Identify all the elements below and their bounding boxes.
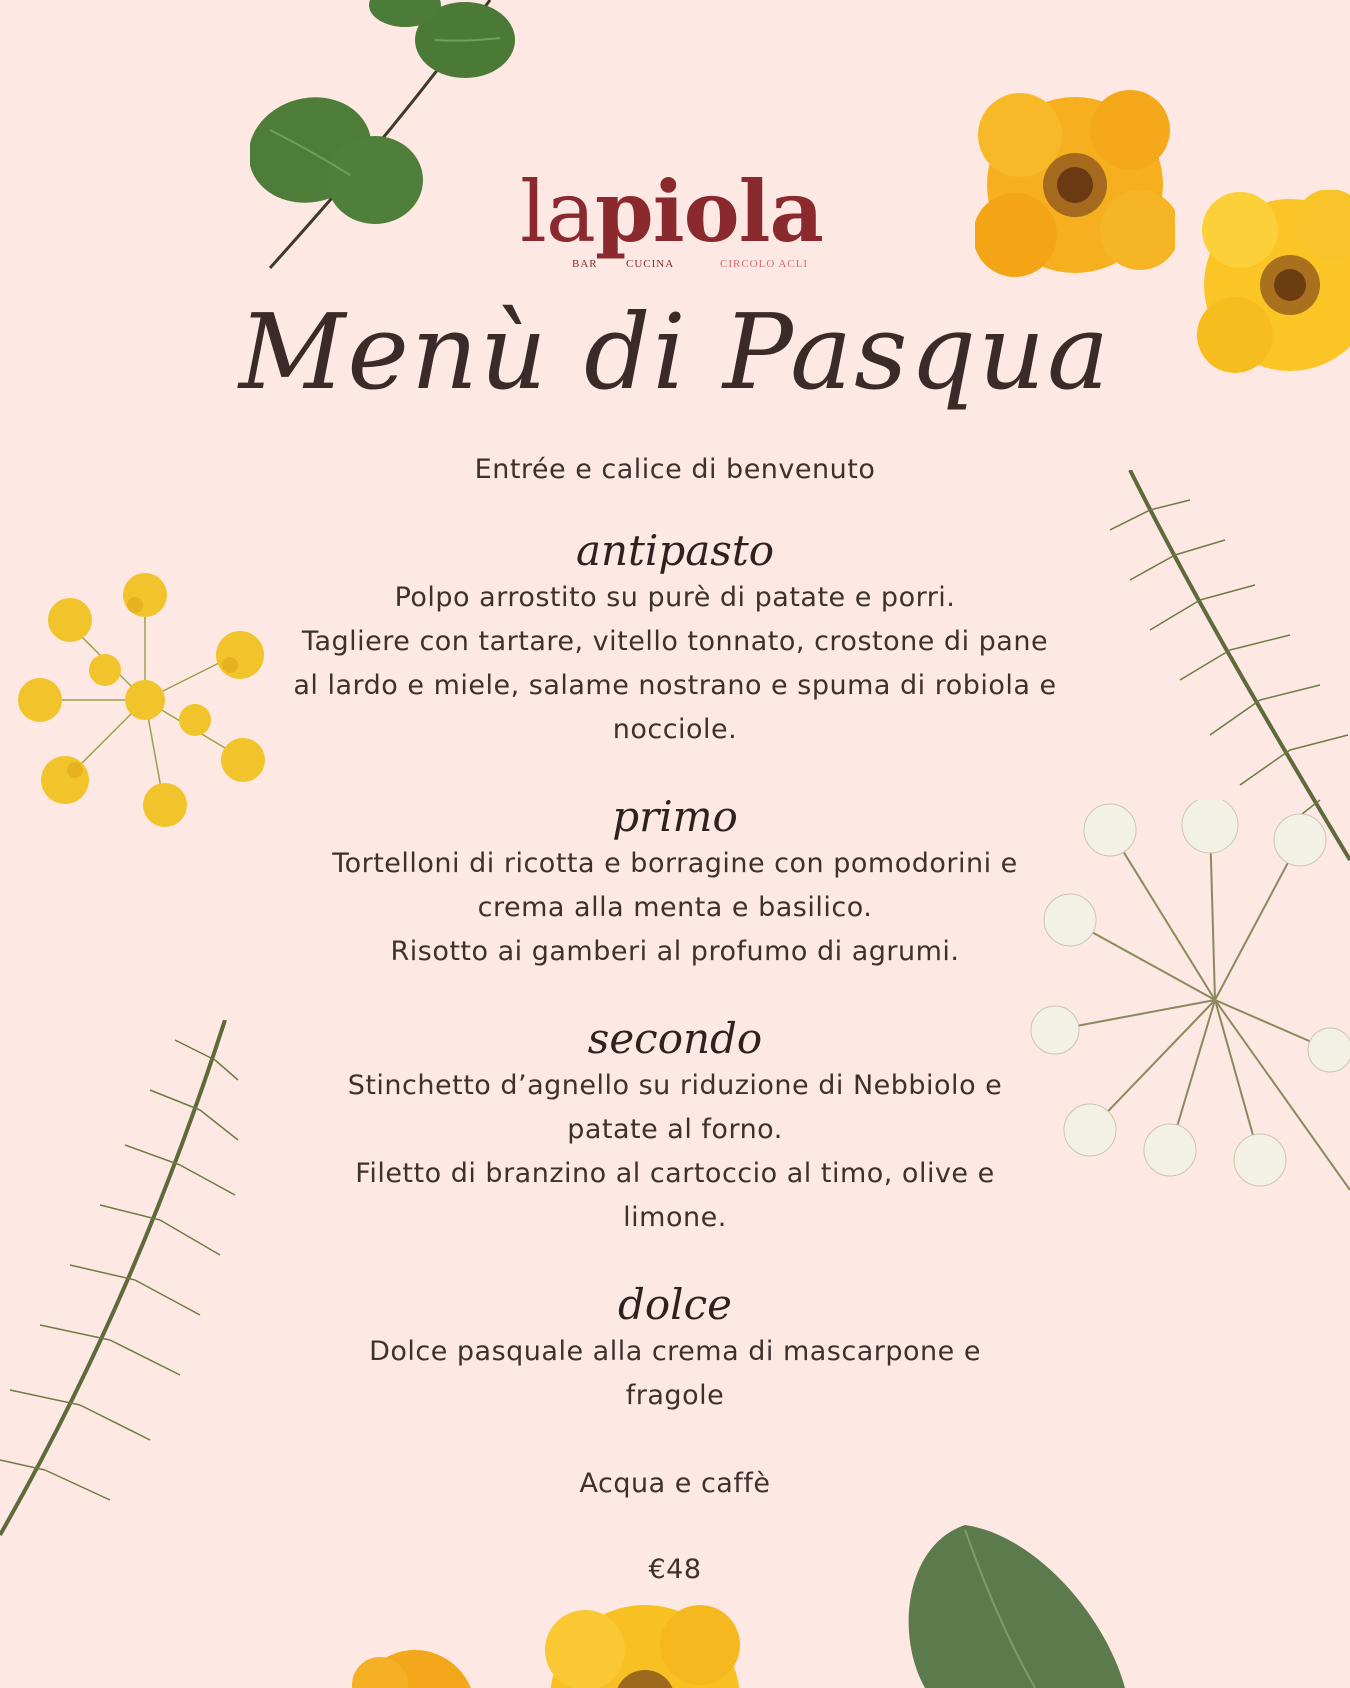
menu-line: Stinchetto d’agnello su riduzione di Nebbiolo e — [347, 1070, 1003, 1101]
logo-sub-circolo: CIRCOLO ACLI — [720, 258, 809, 270]
yellow-flower-icon — [350, 1650, 480, 1688]
intro-line: Entrée e calice di benvenuto — [474, 454, 876, 485]
section-antipasto — [270, 526, 1080, 752]
horsetail-fern-icon — [0, 1020, 240, 1540]
menu-line: patate al forno. — [567, 1114, 783, 1145]
menu-line: Tagliere con tartare, vitello tonnato, crostone di pane — [301, 626, 1049, 657]
logo-word-bold: piola — [594, 162, 823, 261]
menu-line: Tortelloni di ricotta e borragine con pomodorini e — [332, 848, 1018, 879]
page-title: Menù di Pasqua — [238, 291, 1112, 413]
menu-line: limone. — [623, 1202, 727, 1233]
course-heading: dolce — [618, 1280, 732, 1329]
logo-word-light: la — [520, 163, 595, 261]
section-primo — [270, 792, 1080, 974]
logo-sub-bar: BAR — [572, 258, 598, 270]
extra-line: Acqua e caffè — [579, 1468, 771, 1499]
logo — [520, 162, 823, 280]
menu-line: fragole — [625, 1380, 725, 1411]
menu-line: crema alla menta e basilico. — [477, 892, 873, 923]
menu-line: Dolce pasquale alla crema di mascarpone e — [369, 1336, 981, 1367]
logo-wordmark — [520, 162, 823, 261]
yellow-flower-icon — [545, 1590, 745, 1688]
menu-line: al lardo e miele, salame nostrano e spuma di robiola e — [293, 670, 1057, 701]
course-heading: secondo — [587, 1014, 763, 1063]
menu-line: nocciole. — [612, 714, 738, 745]
menu-body — [270, 448, 1080, 1592]
price: €48 — [648, 1554, 702, 1585]
section-dolce — [270, 1280, 1080, 1418]
menu-line: Risotto ai gamberi al profumo di agrumi. — [390, 936, 960, 967]
menu-line: Filetto di branzino al cartoccio al timo, olive e — [355, 1158, 995, 1189]
menu-line: Polpo arrostito su purè di patate e porri. — [394, 582, 956, 613]
section-secondo — [270, 1014, 1080, 1240]
yellow-wildflower-icon — [15, 570, 275, 830]
yellow-flower-icon — [975, 85, 1175, 285]
logo-sub-cucina: CUCINA — [626, 258, 675, 270]
course-heading: primo — [612, 792, 738, 841]
course-heading: antipasto — [575, 526, 775, 575]
